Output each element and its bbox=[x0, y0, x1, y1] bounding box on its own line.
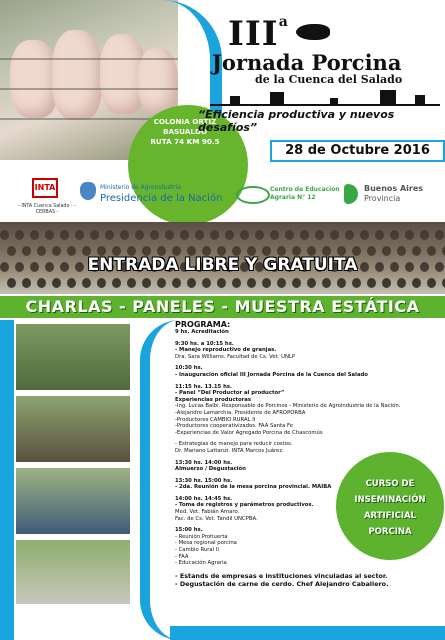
audience-head bbox=[255, 230, 264, 240]
audience-head bbox=[240, 230, 249, 240]
audience-head bbox=[352, 278, 361, 288]
event-photo-1 bbox=[16, 324, 130, 390]
audience-head bbox=[210, 230, 219, 240]
audience-head bbox=[270, 230, 279, 240]
bsas-line1: Buenos Aires bbox=[364, 184, 424, 193]
audience-head bbox=[247, 278, 256, 288]
programa-line: - 2da. Reunión de la mesa porcina provincial. MAIBA bbox=[175, 484, 332, 491]
audience-head bbox=[202, 278, 211, 288]
audience-head bbox=[30, 230, 39, 240]
audience-head bbox=[120, 230, 129, 240]
programa-line: 10:30 hs. bbox=[175, 365, 203, 372]
programa-line: -Experiencias de Valor Agregado Porcina de Chascomús bbox=[175, 429, 323, 436]
audience-head bbox=[82, 278, 91, 288]
audience-head bbox=[262, 278, 271, 288]
curso-text bbox=[342, 476, 438, 540]
programa-line: - Mesa regional porcina bbox=[175, 540, 237, 547]
location-line1: COLONIA ORTIZ bbox=[153, 117, 217, 126]
audience-head bbox=[75, 230, 84, 240]
programa-line: Experiencias productoras bbox=[175, 396, 251, 403]
programa-line: -Alejandro Lamarchia. Presidente de AFROPORBA bbox=[175, 409, 306, 416]
programa-title: PROGRAMA: bbox=[175, 320, 231, 329]
audience-head bbox=[22, 278, 31, 288]
audience-head bbox=[360, 230, 369, 240]
programa-line: - Panel “Del Productor al productor” bbox=[175, 390, 285, 397]
event-photo-2 bbox=[16, 396, 130, 462]
audience-head bbox=[180, 230, 189, 240]
programa-line: - Reunión Prohuerta bbox=[175, 533, 228, 540]
event-subtitle: de la Cuenca del Salado bbox=[255, 73, 403, 86]
town-silhouette-icon bbox=[210, 84, 440, 106]
audience-head bbox=[307, 278, 316, 288]
audience-head bbox=[150, 230, 159, 240]
audience-head bbox=[345, 230, 354, 240]
edition-number: III bbox=[228, 14, 279, 54]
event-title: Jornada Porcina bbox=[212, 50, 402, 75]
programa-line: -Productores CAMBIO RURAL II bbox=[175, 416, 256, 423]
audience-head bbox=[427, 278, 436, 288]
audience-head bbox=[172, 278, 181, 288]
audience-head bbox=[127, 278, 136, 288]
audience-head bbox=[135, 230, 144, 240]
ministerio-label: Ministerio de Agroindustria bbox=[100, 184, 181, 191]
bsas-line2: Provincia bbox=[364, 194, 401, 203]
inta-caption: - INTA Cuenca Salado - - CERBAS - bbox=[18, 204, 76, 215]
buenos-aires-icon bbox=[344, 184, 358, 204]
audience-head bbox=[315, 230, 324, 240]
programa-line: - Estrategias de manejo para reducir costos. bbox=[175, 441, 293, 448]
programa-line: 9:30 hs. a 10:15 hs. bbox=[175, 340, 234, 347]
curso-line1: CURSO DE bbox=[365, 479, 415, 489]
programa-line: Almuerzo / Degustación bbox=[175, 466, 246, 473]
programa-line: 11:15 hs. 13.15 hs. bbox=[175, 383, 233, 390]
audience-head bbox=[382, 278, 391, 288]
location-line2: BASUALDO bbox=[162, 127, 208, 136]
left-blue-strip bbox=[0, 320, 14, 640]
audience-head bbox=[90, 230, 99, 240]
audience-head bbox=[15, 230, 24, 240]
centro-line1: Centro de Educación bbox=[270, 186, 340, 193]
audience-head bbox=[112, 278, 121, 288]
audience-head bbox=[420, 230, 429, 240]
programa-line: - Educación Agraria bbox=[175, 560, 227, 567]
audience-head bbox=[390, 230, 399, 240]
audience-head bbox=[277, 278, 286, 288]
audience-head bbox=[165, 230, 174, 240]
decorative-curve bbox=[140, 320, 180, 640]
centro-educacion-label bbox=[270, 186, 340, 202]
programa-line: - FAA bbox=[175, 553, 189, 560]
audience-head bbox=[37, 278, 46, 288]
audience-head bbox=[97, 278, 106, 288]
programa-line: - Cambio Rural II bbox=[175, 547, 219, 554]
audience-head bbox=[330, 230, 339, 240]
audience-head bbox=[412, 278, 421, 288]
programa-line: - Estands de empresas e instituciones vinculadas al sector. bbox=[175, 571, 388, 580]
programa-line: 14:00 hs. 14:45 hs. bbox=[175, 495, 233, 502]
audience-head bbox=[322, 278, 331, 288]
audience-head bbox=[157, 278, 166, 288]
curso-line4: PORCINA bbox=[368, 527, 412, 537]
event-photo-3 bbox=[16, 468, 130, 534]
programa-line: - Manejo reproductivo de granjas. bbox=[175, 347, 277, 354]
programa-line: 9 hs. Acreditación bbox=[175, 329, 229, 335]
audience-head bbox=[7, 278, 16, 288]
bottom-blue-bar bbox=[170, 626, 445, 640]
programa-line: - Degustación de carne de cerdo. Chef Alejandro Caballero. bbox=[175, 579, 389, 588]
audience-head bbox=[142, 278, 151, 288]
programa-line: 13:30 hs. 15:00 hs. bbox=[175, 477, 233, 484]
audience-head bbox=[195, 230, 204, 240]
pig-logo-icon bbox=[296, 24, 330, 40]
audience-head bbox=[367, 278, 376, 288]
slogan: “Eficiencia productiva y nuevos desafíos” bbox=[198, 108, 395, 134]
audience-head bbox=[405, 230, 414, 240]
curso-line2: INSEMINACIÓN bbox=[354, 495, 426, 505]
audience-head bbox=[337, 278, 346, 288]
audience-head bbox=[45, 230, 54, 240]
presidencia-label: Presidencia de la Nación bbox=[100, 193, 223, 204]
audience-head bbox=[52, 278, 61, 288]
centro-line2: Agraria N° 12 bbox=[270, 194, 316, 201]
audience-head bbox=[187, 278, 196, 288]
audience-head bbox=[292, 278, 301, 288]
audience-head bbox=[60, 230, 69, 240]
entrada-libre-banner: ENTRADA LIBRE Y GRATUITA bbox=[87, 255, 358, 275]
programa-line: Fac. de Cs. Vet. Tandil UNCPBA. bbox=[175, 515, 258, 522]
programa-line: Dr. Mariano Lattanzi. INTA Marcos Juárez. bbox=[175, 447, 284, 454]
charlas-banner: CHARLAS - PANELES - MUESTRA ESTÁTICA bbox=[0, 296, 445, 318]
audience-head bbox=[0, 230, 9, 240]
programa-line: 15:00 hs. bbox=[175, 527, 203, 534]
event-date: 28 de Octubre 2016 bbox=[270, 140, 445, 162]
audience-head bbox=[285, 230, 294, 240]
audience-head bbox=[397, 278, 406, 288]
audience-head bbox=[435, 230, 444, 240]
programa-line: - Toma de registros y parámetros productivos. bbox=[175, 502, 314, 509]
audience-head bbox=[217, 278, 226, 288]
programa-line: -Productores cooperativizados. FAA Santa Fe bbox=[175, 423, 294, 430]
audience-head bbox=[105, 230, 114, 240]
event-photo-4 bbox=[16, 540, 130, 604]
edition-title bbox=[228, 14, 289, 54]
curso-line3: ARTIFICIAL bbox=[363, 511, 417, 521]
inta-logo: INTA bbox=[32, 178, 58, 198]
audience-head bbox=[67, 278, 76, 288]
edition-sup: a bbox=[278, 14, 289, 30]
audience-head bbox=[232, 278, 241, 288]
programa-line: - Inauguración oficial III Jornada Porcina de la Cuenca del Salado bbox=[175, 371, 368, 378]
location-line3: RUTA 74 KM 90.5 bbox=[150, 137, 220, 146]
escudo-icon bbox=[80, 182, 96, 200]
buenos-aires-label bbox=[364, 184, 423, 204]
programa-line: Med. Vet. Fabián Amaro. bbox=[175, 509, 240, 516]
audience-head bbox=[300, 230, 309, 240]
programa-line: -Ing. Lucas Balbi. Responsable de Porcinos - Ministerio de Agroindustria de la Nación. bbox=[175, 403, 401, 410]
programa-line: 13:30 hs. 14:00 hs. bbox=[175, 459, 233, 466]
audience-head bbox=[225, 230, 234, 240]
programa-line: Dra. Sara Williams. Facultad de Cs. Vet. UNLP bbox=[175, 353, 296, 360]
centro-educacion-icon bbox=[236, 186, 270, 204]
audience-head bbox=[375, 230, 384, 240]
